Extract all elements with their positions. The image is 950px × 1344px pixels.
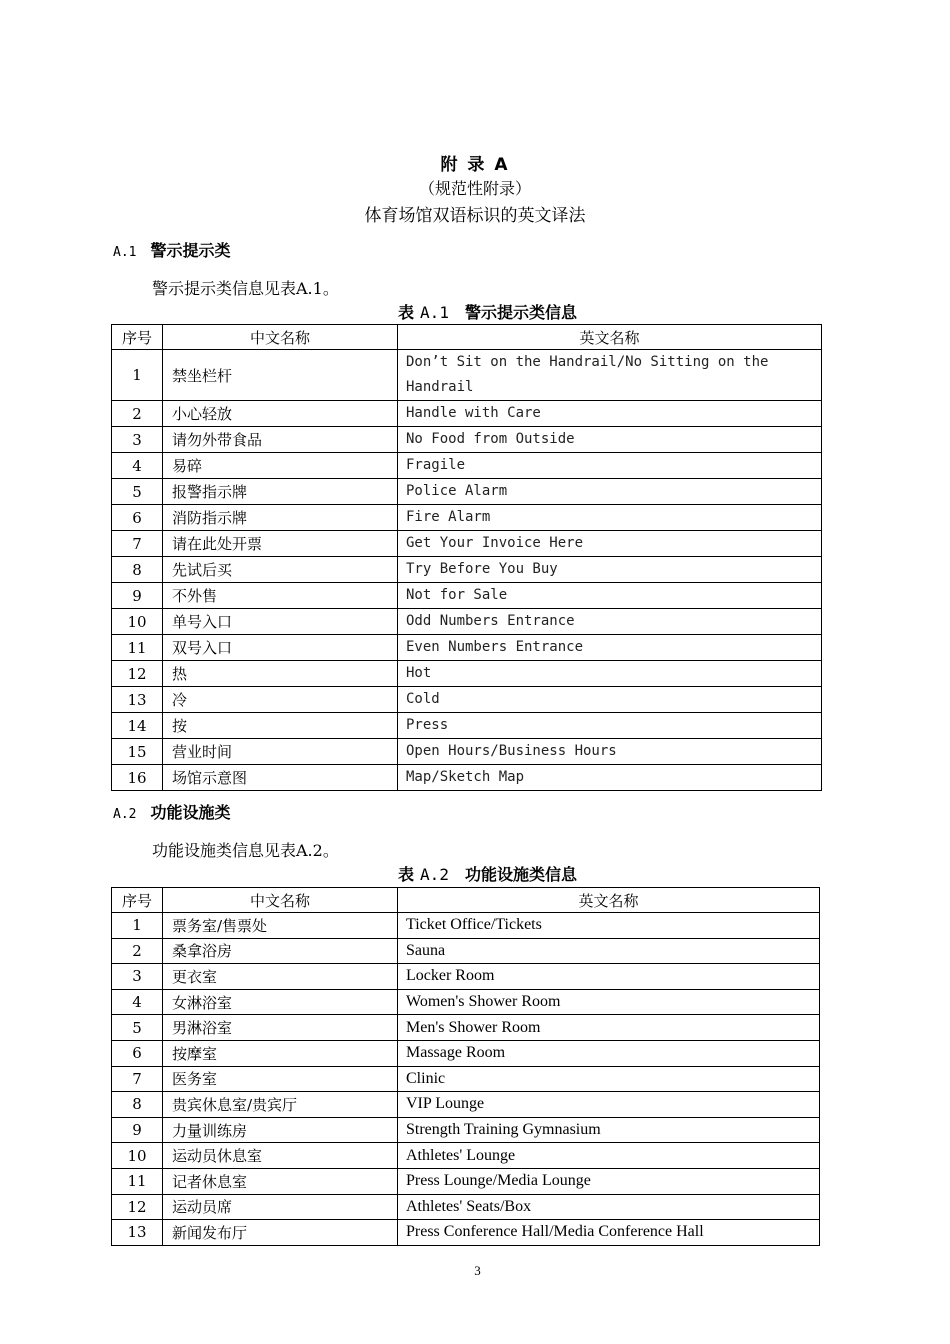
row-english-name: Women's Shower Room bbox=[398, 989, 820, 1015]
row-seq: 5 bbox=[112, 479, 163, 505]
table-row bbox=[112, 989, 820, 1015]
row-english-name: Odd Numbers Entrance bbox=[398, 609, 822, 635]
table-row bbox=[112, 739, 822, 765]
appendix-subtitle: （规范性附录） bbox=[418, 179, 531, 198]
row-seq: 14 bbox=[112, 713, 163, 739]
row-chinese-name: 桑拿浴房 bbox=[163, 938, 398, 964]
row-english-name: Sauna bbox=[398, 938, 820, 964]
row-english-name: Cold bbox=[398, 687, 822, 713]
table-row bbox=[112, 1092, 820, 1118]
table-row bbox=[112, 453, 822, 479]
row-english-name: Press bbox=[398, 713, 822, 739]
row-seq: 15 bbox=[112, 739, 163, 765]
table-row bbox=[112, 687, 822, 713]
row-english-name: Athletes' Seats/Box bbox=[398, 1194, 820, 1220]
row-chinese-name: 按摩室 bbox=[163, 1040, 398, 1066]
header-english-name: 英文名称 bbox=[398, 888, 820, 913]
row-english-name: No Food from Outside bbox=[398, 427, 822, 453]
row-seq: 7 bbox=[112, 1066, 163, 1092]
row-english-name: Not for Sale bbox=[398, 583, 822, 609]
section-intro-a1: 警示提示类信息见表A.1。 bbox=[152, 279, 339, 298]
row-chinese-name: 易碎 bbox=[163, 453, 398, 479]
appendix-title: 附 录 A bbox=[440, 155, 510, 175]
row-chinese-name: 冷 bbox=[163, 687, 398, 713]
table-row bbox=[112, 1143, 820, 1169]
row-chinese-name: 双号入口 bbox=[163, 635, 398, 661]
row-english-name: Strength Training Gymnasium bbox=[398, 1117, 820, 1143]
row-chinese-name: 新闻发布厅 bbox=[163, 1220, 398, 1246]
section-number: A.1 bbox=[113, 245, 137, 260]
row-chinese-name: 请在此处开票 bbox=[163, 531, 398, 557]
row-chinese-name: 力量训练房 bbox=[163, 1117, 398, 1143]
header-seq: 序号 bbox=[112, 325, 163, 350]
row-english-name: Athletes' Lounge bbox=[398, 1143, 820, 1169]
table-row bbox=[112, 765, 822, 791]
row-english-name: Try Before You Buy bbox=[398, 557, 822, 583]
table-row bbox=[112, 635, 822, 661]
page-number: 3 bbox=[474, 1263, 481, 1278]
table-row bbox=[112, 557, 822, 583]
row-english-name: Even Numbers Entrance bbox=[398, 635, 822, 661]
row-chinese-name: 营业时间 bbox=[163, 739, 398, 765]
row-english-name: VIP Lounge bbox=[398, 1092, 820, 1118]
row-seq: 3 bbox=[112, 964, 163, 990]
row-english-name: Massage Room bbox=[398, 1040, 820, 1066]
section-title: 警示提示类 bbox=[150, 241, 231, 260]
row-english-name: Map/Sketch Map bbox=[398, 765, 822, 791]
row-seq: 3 bbox=[112, 427, 163, 453]
row-chinese-name: 不外售 bbox=[163, 583, 398, 609]
table-row bbox=[112, 913, 820, 939]
row-seq: 10 bbox=[112, 1143, 163, 1169]
row-chinese-name: 消防指示牌 bbox=[163, 505, 398, 531]
row-seq: 4 bbox=[112, 989, 163, 1015]
row-seq: 1 bbox=[112, 913, 163, 939]
section-heading-a1 bbox=[113, 238, 231, 261]
header-chinese-name: 中文名称 bbox=[163, 888, 398, 913]
row-chinese-name: 小心轻放 bbox=[163, 401, 398, 427]
row-english-name: Ticket Office/Tickets bbox=[398, 913, 820, 939]
table-row bbox=[112, 1040, 820, 1066]
row-chinese-name: 单号入口 bbox=[163, 609, 398, 635]
table-row bbox=[112, 1168, 820, 1194]
row-english-name: Don’t Sit on the Handrail/No Sitting on the Handrail bbox=[398, 350, 822, 401]
table-row bbox=[112, 938, 820, 964]
table-caption-a1 bbox=[0, 300, 950, 323]
table-row bbox=[112, 401, 822, 427]
row-english-name: Press Conference Hall/Media Conference Hall bbox=[398, 1220, 820, 1246]
row-seq: 8 bbox=[112, 557, 163, 583]
table-header-row bbox=[112, 325, 822, 350]
section-title: 功能设施类 bbox=[150, 803, 231, 822]
table-a2 bbox=[111, 887, 820, 1246]
table-row bbox=[112, 583, 822, 609]
table-row bbox=[112, 427, 822, 453]
row-chinese-name: 先试后买 bbox=[163, 557, 398, 583]
row-seq: 8 bbox=[112, 1092, 163, 1118]
table-header-row bbox=[112, 888, 820, 913]
table-row bbox=[112, 609, 822, 635]
section-intro-a2: 功能设施类信息见表A.2。 bbox=[152, 841, 339, 860]
table-row bbox=[112, 479, 822, 505]
row-seq: 6 bbox=[112, 505, 163, 531]
row-english-name: Open Hours/Business Hours bbox=[398, 739, 822, 765]
table-row bbox=[112, 1015, 820, 1041]
caption-prefix: 表 bbox=[398, 865, 415, 884]
row-seq: 7 bbox=[112, 531, 163, 557]
row-english-name: Fragile bbox=[398, 453, 822, 479]
table-row bbox=[112, 531, 822, 557]
row-chinese-name: 更衣室 bbox=[163, 964, 398, 990]
table-row bbox=[112, 350, 822, 401]
header-chinese-name: 中文名称 bbox=[163, 325, 398, 350]
row-seq: 12 bbox=[112, 1194, 163, 1220]
row-chinese-name: 运动员席 bbox=[163, 1194, 398, 1220]
appendix-heading: 体育场馆双语标识的英文译法 bbox=[364, 206, 586, 226]
section-heading-a2 bbox=[113, 800, 231, 823]
table-row bbox=[112, 661, 822, 687]
row-seq: 12 bbox=[112, 661, 163, 687]
header-english-name: 英文名称 bbox=[398, 325, 822, 350]
row-chinese-name: 禁坐栏杆 bbox=[163, 350, 398, 401]
row-seq: 1 bbox=[112, 350, 163, 401]
row-chinese-name: 场馆示意图 bbox=[163, 765, 398, 791]
row-english-name: Handle with Care bbox=[398, 401, 822, 427]
row-seq: 13 bbox=[112, 1220, 163, 1246]
row-seq: 6 bbox=[112, 1040, 163, 1066]
row-chinese-name: 男淋浴室 bbox=[163, 1015, 398, 1041]
table-row bbox=[112, 964, 820, 990]
row-seq: 4 bbox=[112, 453, 163, 479]
row-chinese-name: 请勿外带食品 bbox=[163, 427, 398, 453]
section-number: A.2 bbox=[113, 807, 137, 822]
row-seq: 11 bbox=[112, 635, 163, 661]
table-row bbox=[112, 1117, 820, 1143]
row-seq: 10 bbox=[112, 609, 163, 635]
row-seq: 11 bbox=[112, 1168, 163, 1194]
caption-prefix: 表 bbox=[398, 303, 415, 322]
row-seq: 2 bbox=[112, 938, 163, 964]
table-row bbox=[112, 1194, 820, 1220]
row-english-name: Get Your Invoice Here bbox=[398, 531, 822, 557]
caption-title: 功能设施类信息 bbox=[464, 865, 577, 884]
table-a1 bbox=[111, 324, 822, 791]
row-english-name: Press Lounge/Media Lounge bbox=[398, 1168, 820, 1194]
row-chinese-name: 女淋浴室 bbox=[163, 989, 398, 1015]
row-seq: 9 bbox=[112, 583, 163, 609]
table-row bbox=[112, 505, 822, 531]
row-chinese-name: 票务室/售票处 bbox=[163, 913, 398, 939]
row-chinese-name: 热 bbox=[163, 661, 398, 687]
row-chinese-name: 报警指示牌 bbox=[163, 479, 398, 505]
row-english-name: Locker Room bbox=[398, 964, 820, 990]
row-chinese-name: 按 bbox=[163, 713, 398, 739]
row-english-name: Clinic bbox=[398, 1066, 820, 1092]
row-seq: 5 bbox=[112, 1015, 163, 1041]
row-seq: 9 bbox=[112, 1117, 163, 1143]
table-caption-a2 bbox=[0, 862, 950, 885]
header-seq: 序号 bbox=[112, 888, 163, 913]
row-seq: 13 bbox=[112, 687, 163, 713]
row-seq: 16 bbox=[112, 765, 163, 791]
row-english-name: Fire Alarm bbox=[398, 505, 822, 531]
table-row bbox=[112, 1220, 820, 1246]
caption-title: 警示提示类信息 bbox=[464, 303, 577, 322]
row-chinese-name: 医务室 bbox=[163, 1066, 398, 1092]
caption-number: A.2 bbox=[420, 865, 449, 884]
row-english-name: Hot bbox=[398, 661, 822, 687]
row-english-name: Men's Shower Room bbox=[398, 1015, 820, 1041]
row-chinese-name: 记者休息室 bbox=[163, 1168, 398, 1194]
row-chinese-name: 运动员休息室 bbox=[163, 1143, 398, 1169]
table-row bbox=[112, 713, 822, 739]
caption-number: A.1 bbox=[420, 303, 449, 322]
table-row bbox=[112, 1066, 820, 1092]
row-seq: 2 bbox=[112, 401, 163, 427]
row-chinese-name: 贵宾休息室/贵宾厅 bbox=[163, 1092, 398, 1118]
row-english-name: Police Alarm bbox=[398, 479, 822, 505]
